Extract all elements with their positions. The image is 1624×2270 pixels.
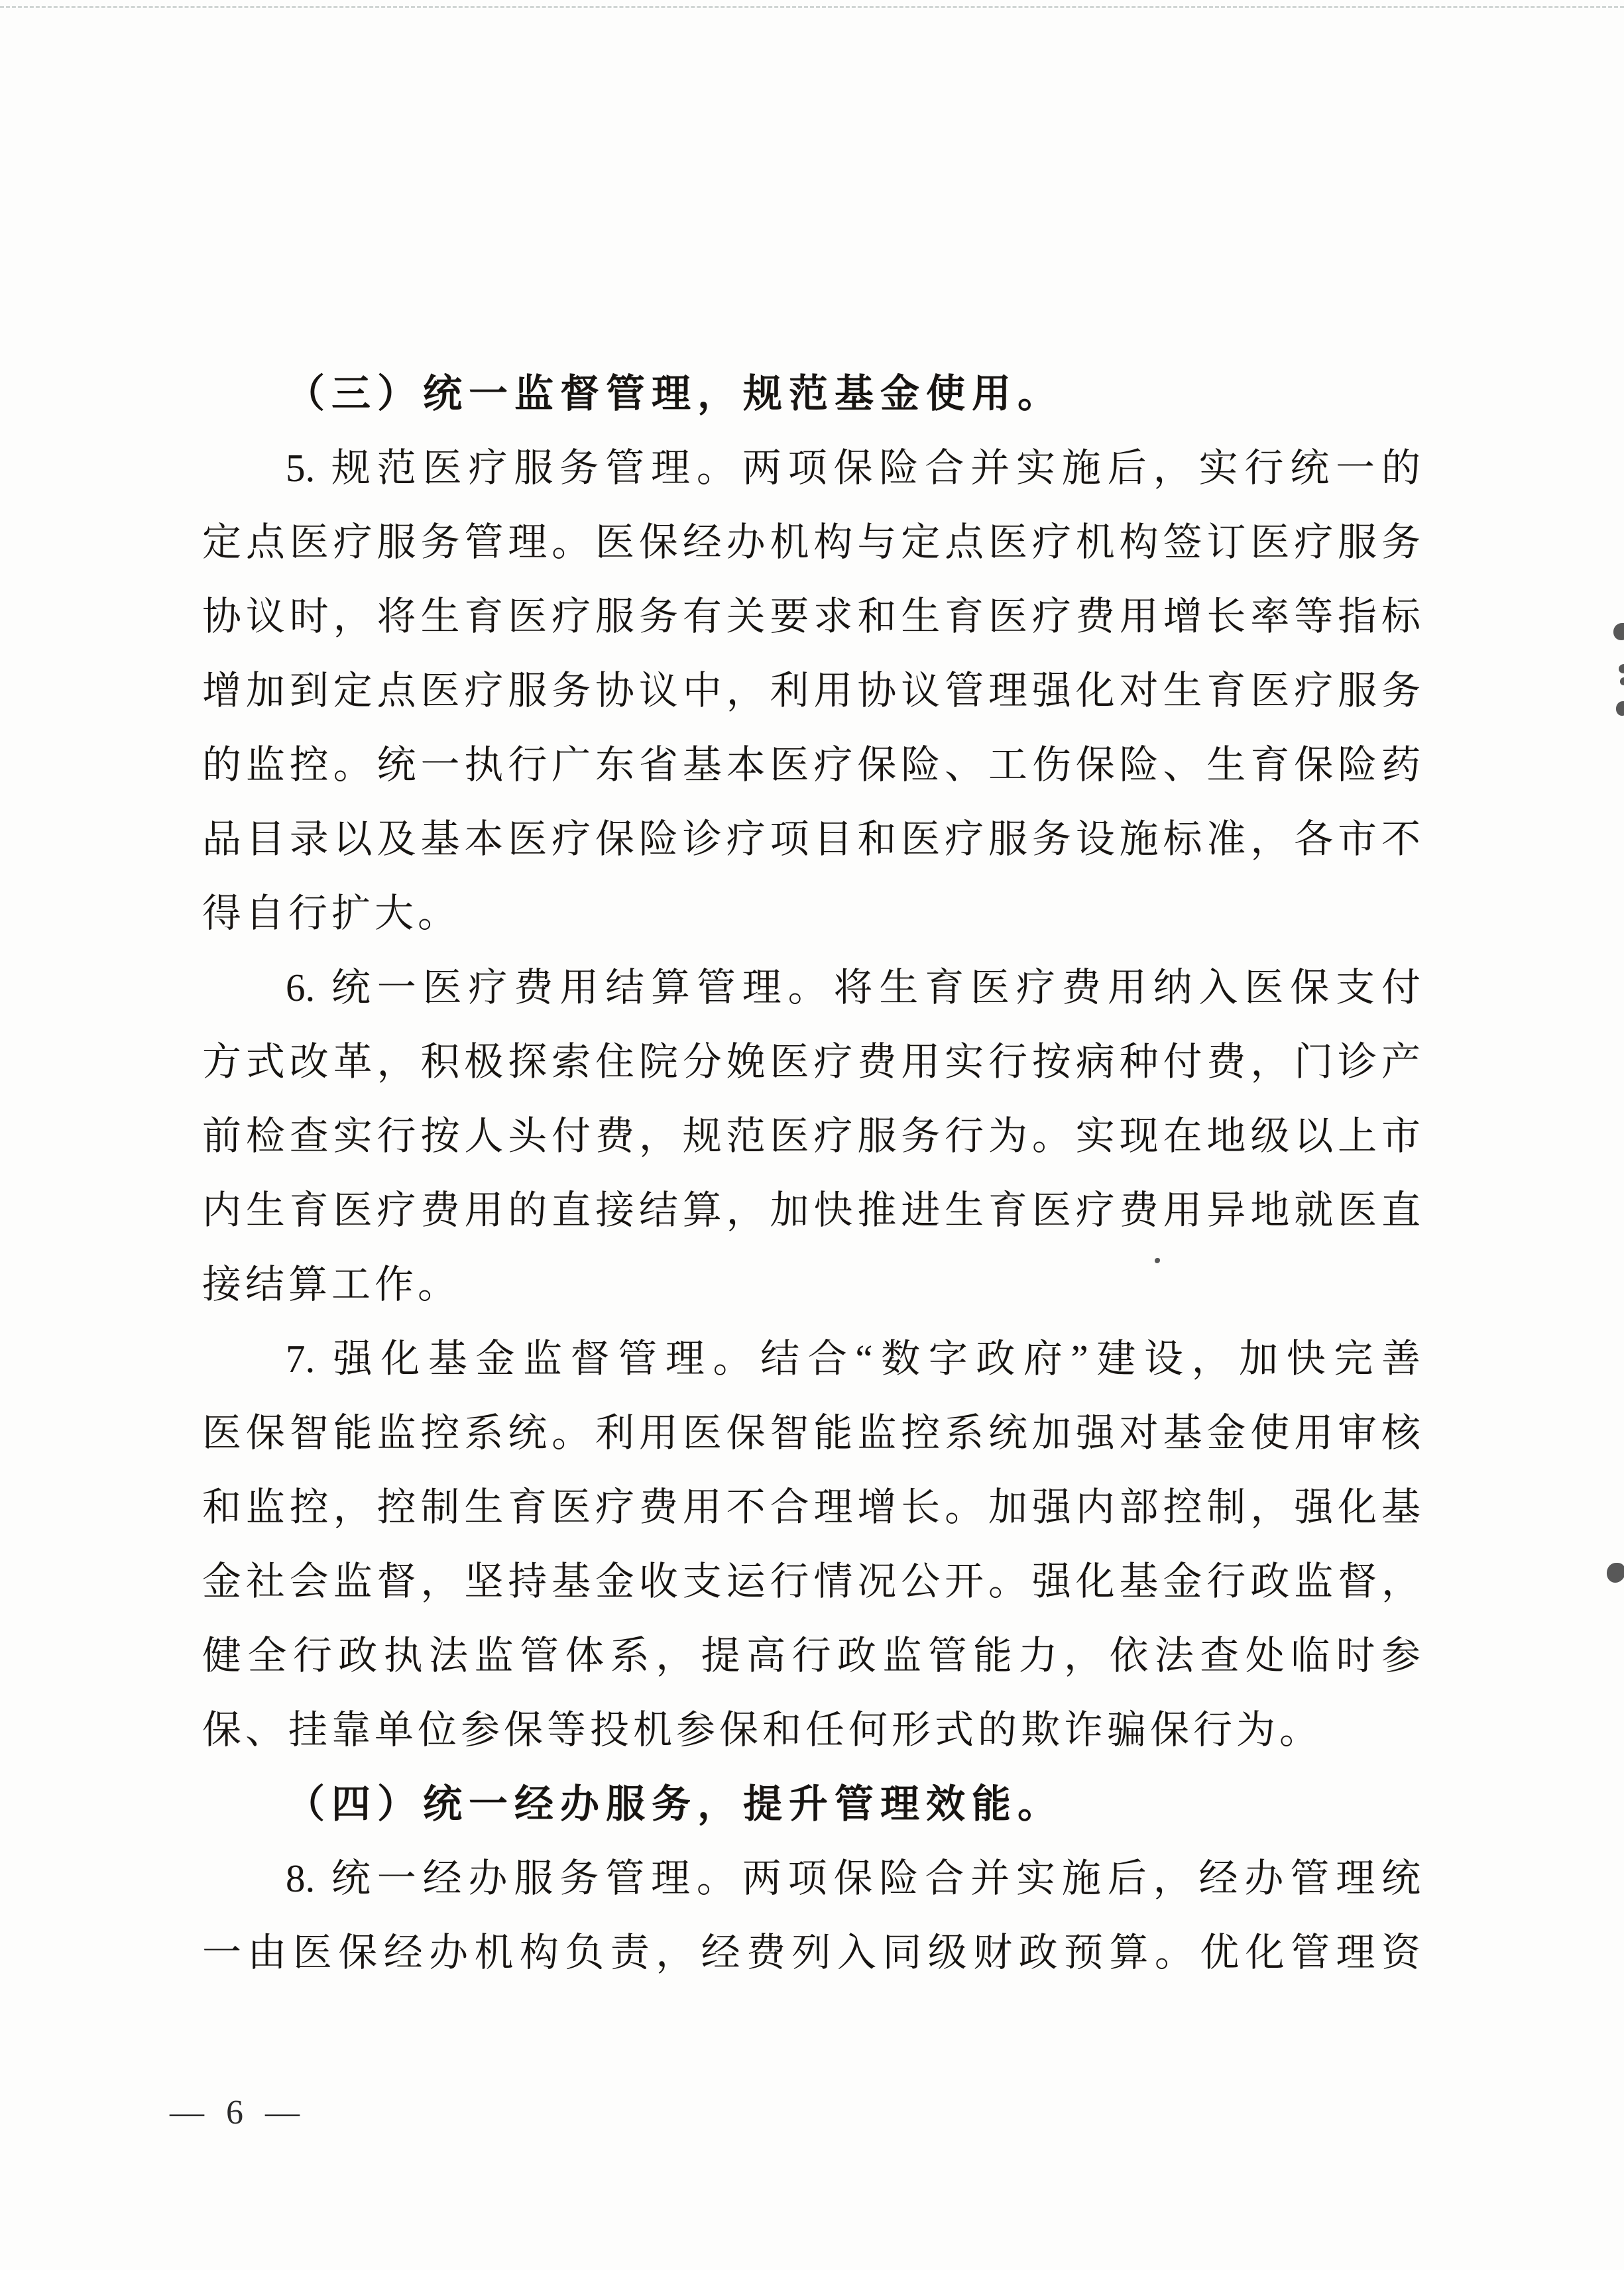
- text-line: 内生育医疗费用的直接结算，加快推进生育医疗费用异地就医直: [202, 1188, 1421, 1232]
- text-line: 增加到定点医疗服务协议中，利用协议管理强化对生育医疗服务: [202, 669, 1421, 712]
- text-line: 接结算工作。: [202, 1263, 461, 1306]
- ink-smudge: [1619, 664, 1624, 673]
- text-line: 金社会监督，坚持基金收支运行情况公开。强化基金行政监督，: [202, 1560, 1421, 1603]
- text-line: 医保智能监控系统。利用医保智能监控系统加强对基金使用审核: [202, 1411, 1421, 1455]
- text-line: 6. 统一医疗费用结算管理。将生育医疗费用纳入医保支付: [286, 966, 1421, 1009]
- text-line: 定点医疗服务管理。医保经办机构与定点医疗机构签订医疗服务: [202, 520, 1421, 564]
- section-heading-3: （三）统一监督管理，规范基金使用。: [286, 372, 1064, 416]
- section-heading-4: （四）统一经办服务，提升管理效能。: [286, 1782, 1064, 1826]
- ink-smudge: [1607, 1563, 1624, 1583]
- text-line: 的监控。统一执行广东省基本医疗保险、工伤保险、生育保险药: [202, 743, 1421, 787]
- text-line: 健全行政执法监管体系，提高行政监管能力，依法查处临时参: [202, 1634, 1421, 1677]
- text-line: 保、挂靠单位参保等投机参保和任何形式的欺诈骗保行为。: [202, 1708, 1323, 1752]
- text-line: 5. 规范医疗服务管理。两项保险合并实施后，实行统一的: [286, 446, 1421, 490]
- text-line: 8. 统一经办服务管理。两项保险合并实施后，经办管理统: [286, 1856, 1421, 1900]
- ink-smudge: [1613, 623, 1624, 640]
- text-line: 7. 强化基金监督管理。结合“数字政府”建设，加快完善: [286, 1337, 1421, 1381]
- text-line: 前检查实行按人头付费，规范医疗服务行为。实现在地级以上市: [202, 1114, 1421, 1158]
- text-line: 一由医保经办机构负责，经费列入同级财政预算。优化管理资: [202, 1931, 1421, 1974]
- text-line: 方式改革，积极探索住院分娩医疗费用实行按病种付费，门诊产: [202, 1040, 1421, 1084]
- text-line: 品目录以及基本医疗保险诊疗项目和医疗服务设施标准，各市不: [202, 817, 1421, 861]
- page-number: — 6 —: [170, 2094, 306, 2131]
- ink-smudge: [1616, 701, 1624, 716]
- document-body: [202, 357, 1421, 1990]
- ink-smudge: [1620, 677, 1624, 685]
- scan-edge-artifact: [0, 6, 1624, 8]
- text-line: 得自行扩大。: [202, 891, 461, 935]
- text-line: 和监控，控制生育医疗费用不合理增长。加强内部控制，强化基: [202, 1485, 1421, 1529]
- text-line: 协议时，将生育医疗服务有关要求和生育医疗费用增长率等指标: [202, 595, 1421, 638]
